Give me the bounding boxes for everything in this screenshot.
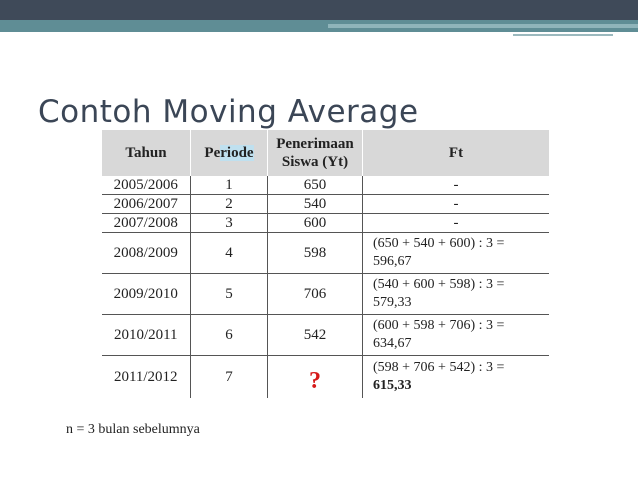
table-row: [102, 176, 550, 195]
cell-penerimaan: 650: [268, 176, 363, 195]
ft-expression: (650 + 540 + 600) : 3 =: [373, 236, 505, 251]
table-row: [102, 233, 550, 274]
cell-penerimaan: [268, 356, 363, 399]
ft-result: 615,33: [373, 378, 412, 393]
cell-tahun: 2010/2011: [102, 315, 191, 356]
ft-expression: (600 + 598 + 706) : 3 =: [373, 318, 505, 333]
cell-tahun: 2006/2007: [102, 195, 191, 214]
cell-penerimaan: 706: [268, 274, 363, 315]
cell-ft: [363, 233, 550, 274]
cell-ft: [363, 274, 550, 315]
header-periode: [191, 130, 268, 176]
table-header-row: [102, 130, 550, 176]
table-row: [102, 356, 550, 399]
cell-periode: 1: [191, 176, 268, 195]
ft-result: 634,67: [373, 336, 412, 351]
table-row: [102, 195, 550, 214]
cell-periode: 5: [191, 274, 268, 315]
cell-ft: -: [363, 176, 550, 195]
cell-periode: 2: [191, 195, 268, 214]
header-ft: Ft: [363, 130, 550, 176]
cell-periode: 4: [191, 233, 268, 274]
header-penerimaan-line2: Siswa (Yt): [281, 154, 349, 170]
cell-periode: 6: [191, 315, 268, 356]
cell-ft: [363, 356, 550, 399]
table-row: [102, 214, 550, 233]
cell-periode: 3: [191, 214, 268, 233]
ft-result: 579,33: [373, 295, 412, 310]
cell-penerimaan: 540: [268, 195, 363, 214]
ft-expression: (540 + 600 + 598) : 3 =: [373, 277, 505, 292]
cell-tahun: 2007/2008: [102, 214, 191, 233]
cell-penerimaan: 542: [268, 315, 363, 356]
header-tahun: Tahun: [102, 130, 191, 176]
moving-average-table: [101, 130, 549, 398]
top-accent-bar: [0, 20, 638, 32]
accent-line: [513, 34, 613, 36]
cell-ft: -: [363, 195, 550, 214]
ft-expression: (598 + 706 + 542) : 3 =: [373, 360, 505, 375]
cell-tahun: 2009/2010: [102, 274, 191, 315]
cell-ft: -: [363, 214, 550, 233]
cell-periode: 7: [191, 356, 268, 399]
accent-bar-highlight: [328, 24, 638, 28]
header-periode-part: Pe: [204, 144, 221, 161]
header-penerimaan-line1: Penerimaan: [276, 136, 354, 152]
table-row: [102, 315, 550, 356]
header-penerimaan: [268, 130, 363, 176]
cell-tahun: 2008/2009: [102, 233, 191, 274]
footnote: n = 3 bulan sebelumnya: [66, 422, 200, 437]
cell-ft: [363, 315, 550, 356]
cell-penerimaan: 598: [268, 233, 363, 274]
top-header-bar: [0, 0, 638, 20]
cell-tahun: 2011/2012: [113, 368, 178, 385]
ft-result: 596,67: [373, 254, 412, 269]
header-periode-highlight: riode: [220, 144, 254, 161]
cell-penerimaan: 600: [268, 214, 363, 233]
table-row: [102, 274, 550, 315]
cell-tahun: 2005/2006: [102, 176, 191, 195]
question-mark: ?: [309, 367, 321, 394]
slide-title: Contoh Moving Average: [38, 94, 419, 130]
